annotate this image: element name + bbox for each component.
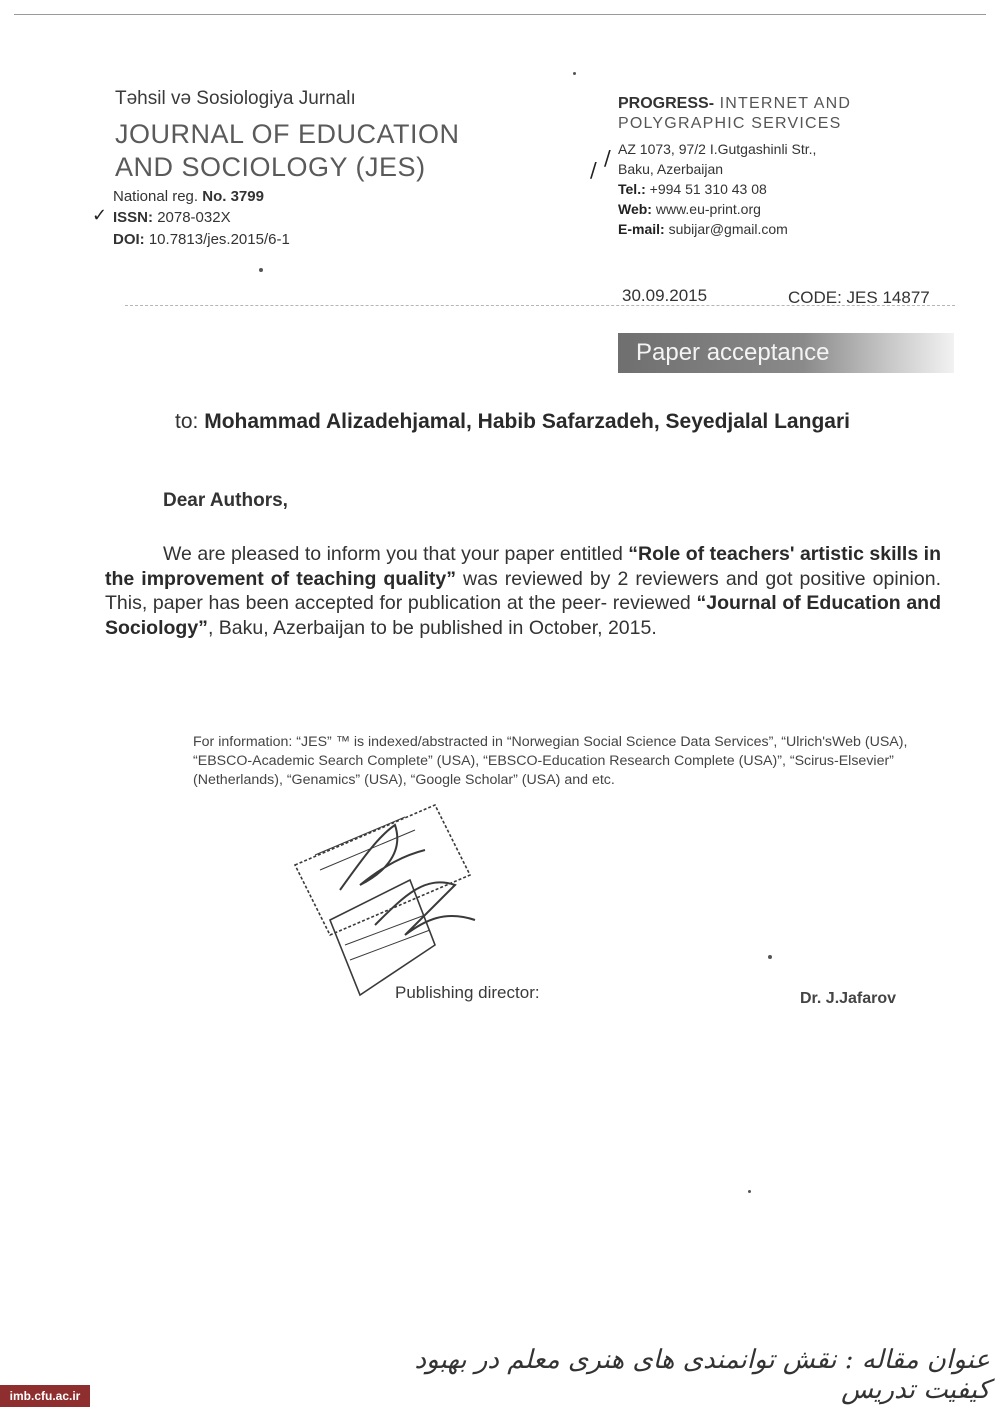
- handwritten-slash-mark: /: [590, 158, 597, 182]
- acceptance-banner: Paper acceptance: [618, 333, 954, 373]
- body-part-3: , Baku, Azerbaijan to be published in October, 2015.: [207, 616, 657, 639]
- speck-dot: [573, 72, 576, 75]
- body-part-2: was reviewed by 2 reviewers and got positive opinion. This, paper has been accepted for publication at the peer- reviewed: [105, 567, 941, 614]
- issn-line: [113, 209, 231, 226]
- issn-label: ISSN:: [113, 209, 154, 226]
- journal-quote: “Journal of Education and Sociology”: [105, 592, 942, 639]
- letter-body: [105, 542, 941, 640]
- doi-line: [113, 231, 290, 248]
- signer-name: Dr. J.Jafarov: [800, 990, 897, 1007]
- handwritten-persian-note: عنوان مقاله : نقش توانمندی های هنری معلم در بهبود کیفیت تدریس: [414, 1345, 990, 1405]
- body-part-1: We are pleased to inform you that your paper entitled: [163, 543, 629, 565]
- reg-label: National reg.: [113, 188, 199, 205]
- issn-value: 2078-032X: [157, 209, 231, 226]
- publisher-name-rest: INTERNET AND: [714, 95, 852, 112]
- top-border-line: [14, 14, 986, 15]
- to-label: to:: [175, 410, 199, 433]
- journal-name-english: [115, 118, 460, 184]
- email-label: E-mail:: [618, 221, 665, 237]
- publisher-phone: [618, 181, 767, 197]
- publisher-name-line2: POLYGRAPHIC SERVICES: [618, 115, 842, 132]
- reg-value: No. 3799: [202, 188, 264, 205]
- salutation: Dear Authors,: [163, 490, 288, 511]
- journal-name-line1: JOURNAL OF EDUCATION: [115, 119, 460, 149]
- letter-code: CODE: JES 14877: [788, 288, 930, 307]
- publishing-director-label: Publishing director:: [395, 983, 540, 1002]
- speck-dot: [748, 1190, 751, 1193]
- handwritten-check-icon: ✓: [92, 205, 108, 226]
- tel-value: +994 51 310 43 08: [649, 181, 767, 197]
- journal-name-azerbaijani: Təhsil və Sosiologiya Jurnalı: [115, 88, 356, 109]
- handwritten-slash-mark: /: [604, 146, 611, 170]
- national-registration: [113, 188, 264, 205]
- web-label: Web:: [618, 201, 652, 217]
- letter-date: 30.09.2015: [622, 286, 708, 305]
- publisher-address-line2: Baku, Azerbaijan: [618, 161, 724, 177]
- publisher-address-line1: AZ 1073, 97/2 I.Gutgashinli Str.,: [618, 141, 817, 157]
- tel-label: Tel.:: [618, 181, 646, 197]
- journal-name-line2: AND SOCIOLOGY (JES): [115, 152, 426, 182]
- publisher-email: [618, 221, 788, 237]
- publisher-name-bold: PROGRESS-: [618, 95, 715, 112]
- paper-title: “Role of teachers' artistic skills in the improvement of teaching quality”: [105, 543, 941, 590]
- recipient-names: Mohammad Alizadehjamal, Habib Safarzadeh, Seyedjalal Langari: [204, 410, 850, 433]
- publisher-name-line1: [618, 94, 918, 114]
- web-value: www.eu-print.org: [655, 201, 761, 217]
- speck-dot: [768, 955, 772, 959]
- publisher-name: [618, 94, 918, 134]
- official-stamp-signature: [285, 795, 515, 1005]
- doi-value: 10.7813/jes.2015/6-1: [148, 231, 290, 248]
- indexing-information: For information: “JES” ™ is indexed/abstracted in “Norwegian Social Science Data Services”, “Ulrich'sWeb (USA), “EBSCO-Academic Search Complete” (USA), “EBSCO-Education Research Complete (USA)”, “Scirus-Elsevier” (Netherlands), “Genamics” (USA), “Google Scholar” (USA) and etc.: [193, 734, 908, 788]
- recipients-line: [175, 410, 850, 434]
- publisher-web: [618, 201, 761, 217]
- stamp-line: [315, 817, 405, 855]
- email-value: subijar@gmail.com: [668, 221, 788, 237]
- stamp-line: [320, 830, 415, 870]
- signature-stroke-1: [340, 825, 425, 890]
- speck-dot: [259, 268, 263, 272]
- site-watermark: imb.cfu.ac.ir: [0, 1385, 90, 1407]
- doi-label: DOI:: [113, 231, 145, 248]
